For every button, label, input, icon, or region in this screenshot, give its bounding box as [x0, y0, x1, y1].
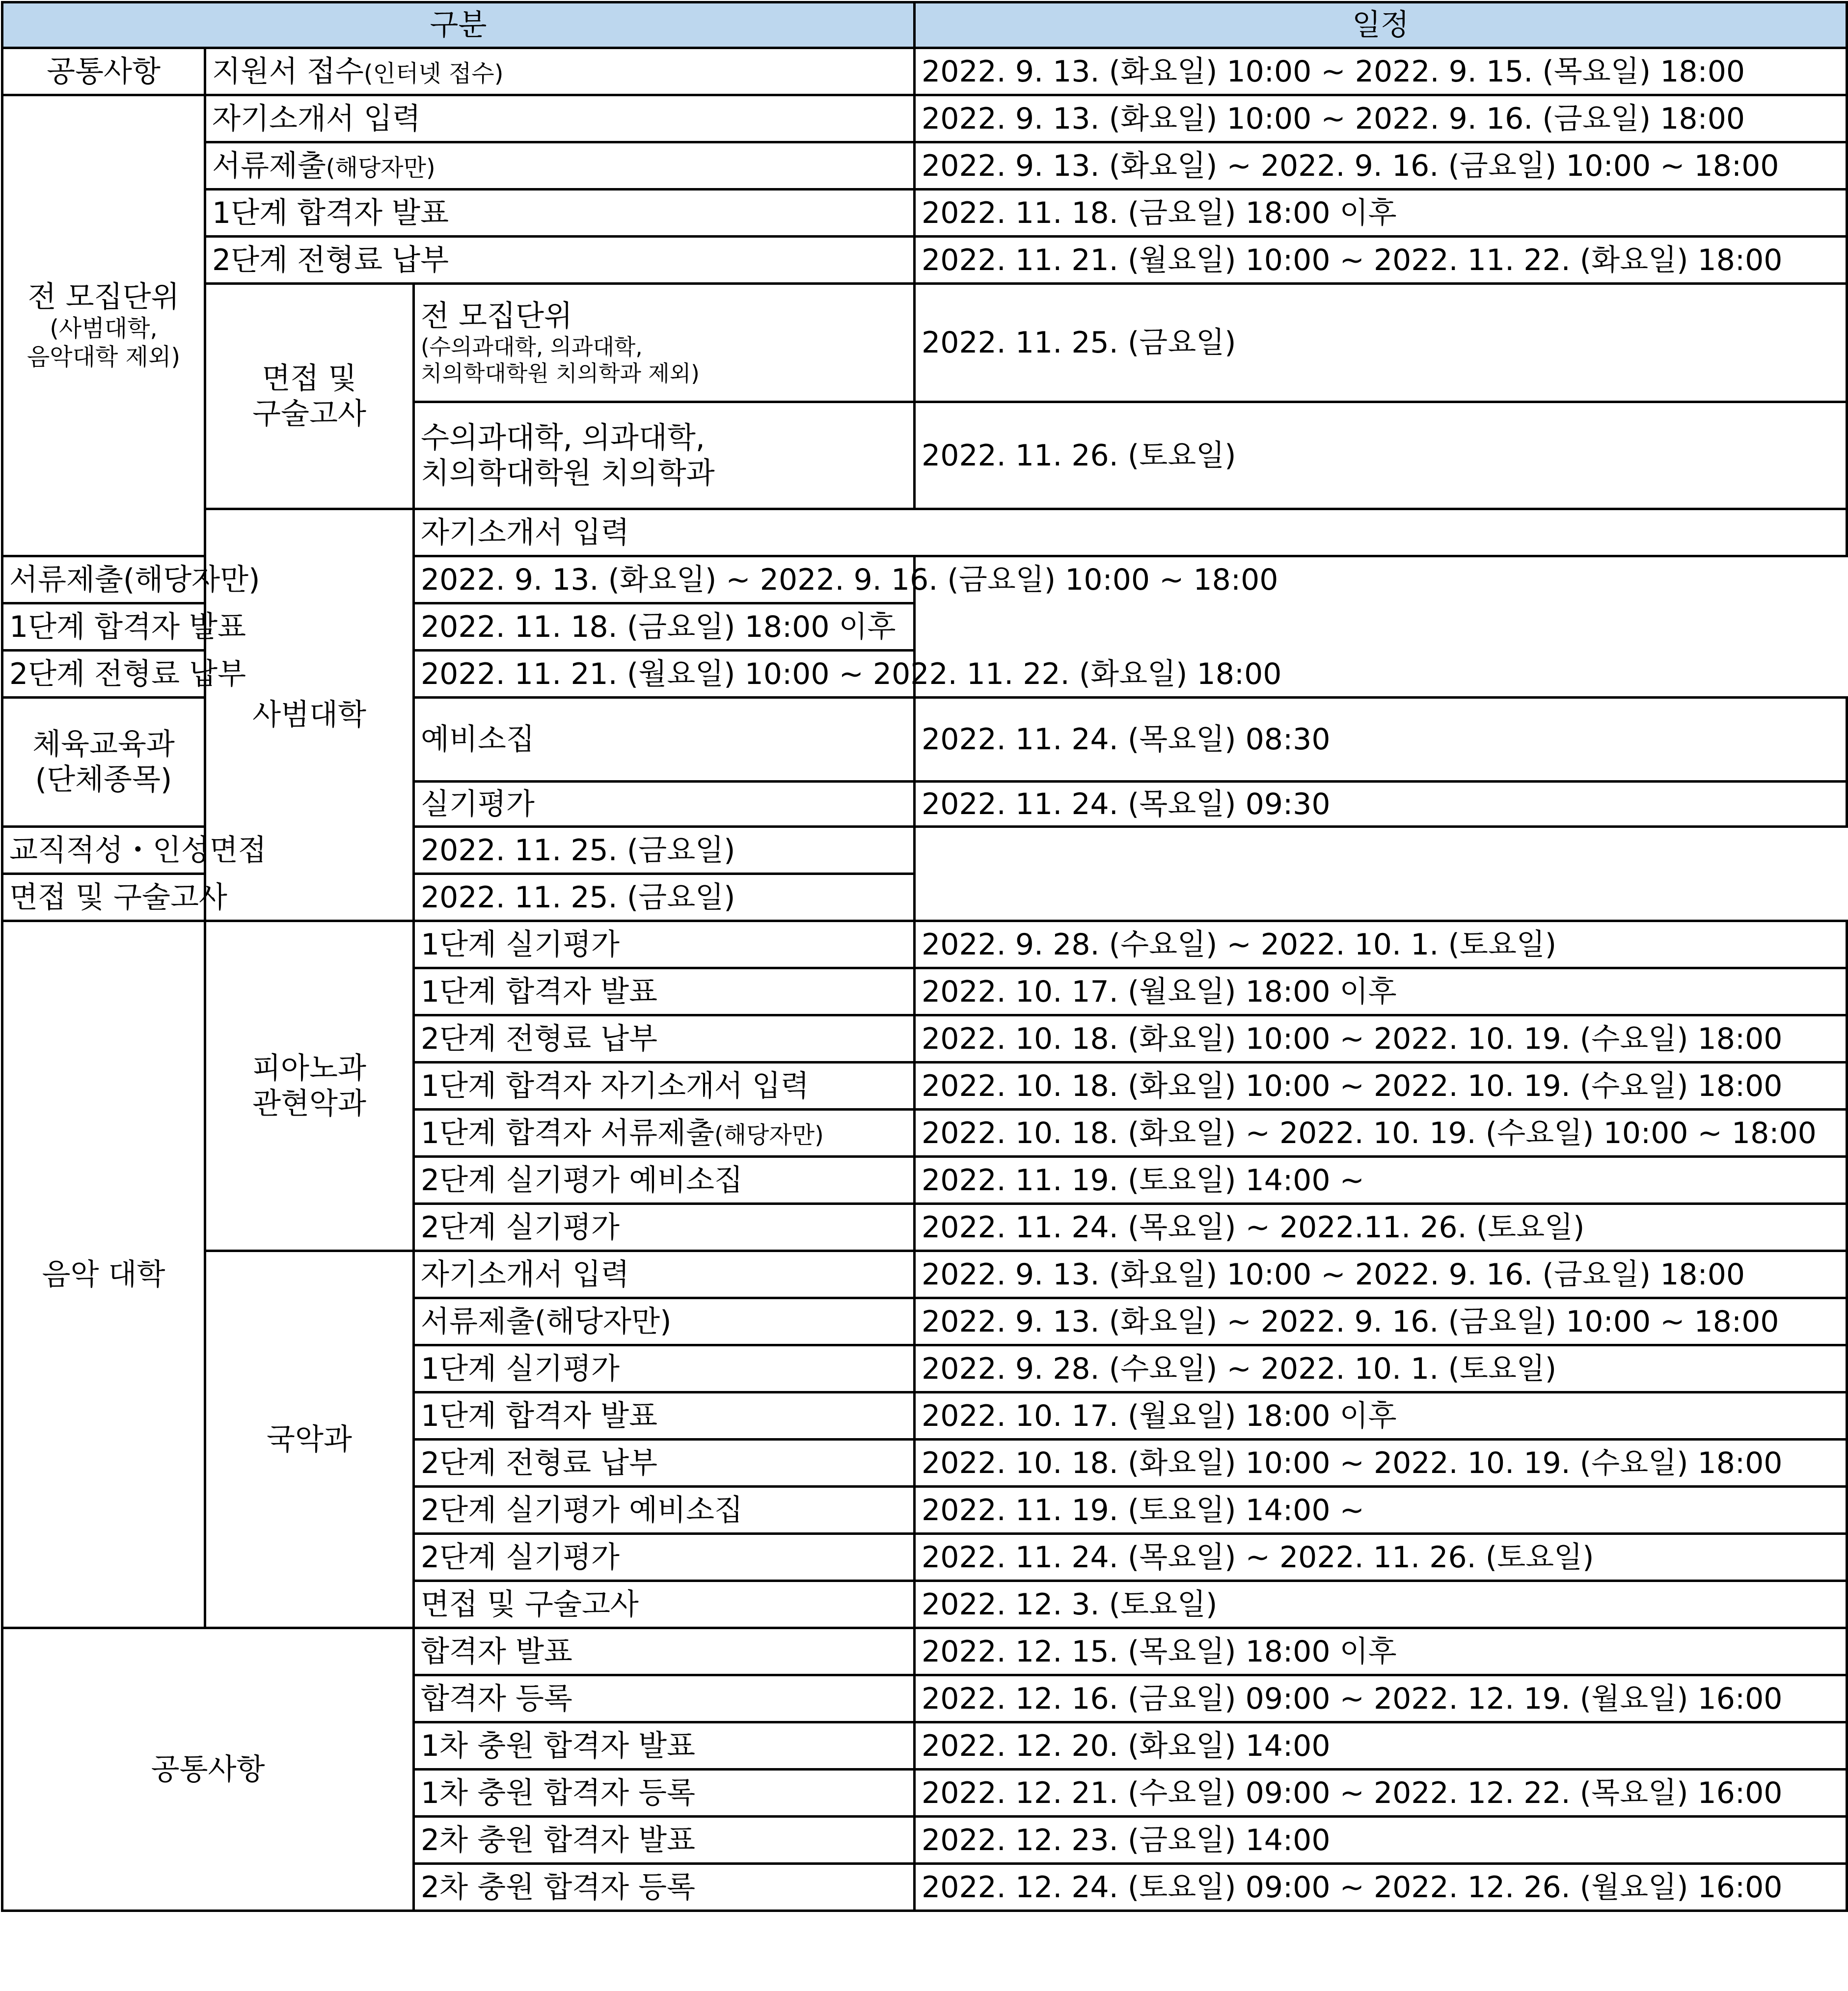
- row-item: 면접 및 구술고사: [2, 874, 414, 921]
- row-date: 2022. 10. 18. (화요일) ~ 2022. 10. 19. (수요일) 10:00 ~ 18:00: [915, 1110, 1847, 1157]
- row-date: 2022. 11. 21. (월요일) 10:00 ~ 2022. 11. 22. (화요일) 18:00: [414, 651, 915, 698]
- row-item: 1단계 합격자 발표: [414, 968, 915, 1015]
- row-item: 1단계 실기평가: [414, 921, 915, 968]
- item-text: 치의학대학원 치의학과: [421, 456, 715, 491]
- subgroup-title: 피아노과: [252, 1051, 366, 1086]
- row-item: 자기소개서 입력: [205, 95, 915, 142]
- row-item: 2차 충원 합격자 발표: [414, 1817, 915, 1864]
- row-item: 2단계 전형료 납부: [414, 1015, 915, 1063]
- row-date: 2022. 10. 17. (월요일) 18:00 이후: [915, 1392, 1847, 1440]
- row-item: 서류제출(해당자만): [414, 1298, 915, 1345]
- row-item: 합격자 발표: [414, 1628, 915, 1675]
- music-label: 음악 대학: [2, 921, 205, 1628]
- item-text: 전 모집단위: [421, 299, 572, 333]
- pe-label: [2, 698, 205, 827]
- row-item: [414, 402, 915, 509]
- row-date: 2022. 9. 13. (화요일) ~ 2022. 9. 16. (금요일) 10:00 ~ 18:00: [915, 142, 1847, 190]
- row-date: 2022. 11. 25. (금요일): [414, 874, 915, 921]
- common-top-label: 공통사항: [2, 48, 205, 95]
- group-note: (사범대학,: [50, 315, 158, 343]
- row-date: 2022. 11. 25. (금요일): [414, 827, 915, 874]
- row-date: 2022. 9. 28. (수요일) ~ 2022. 10. 1. (토요일): [915, 921, 1847, 968]
- table-row: [2, 142, 1847, 190]
- row-item: [205, 48, 915, 95]
- row-date: 2022. 12. 23. (금요일) 14:00: [915, 1817, 1847, 1864]
- item-text: 서류제출: [212, 148, 326, 183]
- row-date: 2022. 11. 19. (토요일) 14:00 ~: [915, 1157, 1847, 1204]
- korean-music-label: 국악과: [205, 1251, 414, 1628]
- row-item: 2단계 전형료 납부: [2, 651, 414, 698]
- row-date: 2022. 10. 18. (화요일) 10:00 ~ 2022. 10. 19. (수요일) 18:00: [915, 1440, 1847, 1487]
- row-item: 자기소개서 입력: [414, 509, 1847, 556]
- item-note: (해당자만): [714, 1121, 824, 1149]
- row-item: 2단계 실기평가 예비소집: [414, 1157, 915, 1204]
- subgroup-title: 면접 및: [262, 361, 357, 396]
- item-text: 수의과대학, 의과대학,: [421, 420, 705, 455]
- row-item: 2단계 전형료 납부: [205, 237, 915, 284]
- all-units-label: [2, 95, 205, 556]
- table-row: [2, 556, 1847, 603]
- row-item: 합격자 등록: [414, 1675, 915, 1722]
- row-date: 2022. 12. 3. (토요일): [915, 1581, 1847, 1628]
- item-text: 1단계 합격자 서류제출: [421, 1116, 714, 1150]
- row-date: 2022. 12. 20. (화요일) 14:00: [915, 1722, 1847, 1770]
- row-date: 2022. 12. 16. (금요일) 09:00 ~ 2022. 12. 19. (월요일) 16:00: [915, 1675, 1847, 1722]
- table-row: [2, 237, 1847, 284]
- row-date: 2022. 11. 26. (토요일): [915, 402, 1847, 509]
- table-row: [2, 190, 1847, 237]
- row-date: 2022. 11. 24. (목요일) ~ 2022.11. 26. (토요일): [915, 1204, 1847, 1251]
- row-date: 2022. 9. 13. (화요일) 10:00 ~ 2022. 9. 15. (목요일) 18:00: [915, 48, 1847, 95]
- group-title: 전 모집단위: [27, 280, 180, 315]
- row-date: 2022. 11. 19. (토요일) 14:00 ~: [915, 1487, 1847, 1534]
- row-date: 2022. 12. 21. (수요일) 09:00 ~ 2022. 12. 22. (목요일) 16:00: [915, 1770, 1847, 1817]
- row-date: 2022. 9. 13. (화요일) ~ 2022. 9. 16. (금요일) 10:00 ~ 18:00: [414, 556, 915, 603]
- row-item: 자기소개서 입력: [414, 1251, 915, 1298]
- row-item: 교직적성・인성면접: [2, 827, 414, 874]
- item-text: 지원서 접수: [212, 54, 364, 89]
- table-row: [2, 284, 1847, 402]
- row-item: 1단계 실기평가: [414, 1345, 915, 1392]
- item-note: 치의학대학원 치의학과 제외): [421, 360, 700, 386]
- row-item: 1단계 합격자 발표: [414, 1392, 915, 1440]
- piano-label: [205, 921, 414, 1251]
- row-item: 1차 충원 합격자 발표: [414, 1722, 915, 1770]
- row-date: 2022. 10. 18. (화요일) 10:00 ~ 2022. 10. 19. (수요일) 18:00: [915, 1015, 1847, 1063]
- table-row: [2, 921, 1847, 968]
- table-row: [2, 874, 1847, 921]
- header-row: [2, 2, 1847, 48]
- row-item: [414, 1110, 915, 1157]
- row-date: 2022. 11. 25. (금요일): [915, 284, 1847, 402]
- row-item: 1단계 합격자 자기소개서 입력: [414, 1063, 915, 1110]
- row-item: 2차 충원 합격자 등록: [414, 1864, 915, 1911]
- interview-label: [205, 284, 414, 509]
- row-item: 2단계 실기평가: [414, 1534, 915, 1581]
- table-row: [2, 1251, 1847, 1298]
- row-date: 2022. 9. 13. (화요일) ~ 2022. 9. 16. (금요일) 10:00 ~ 18:00: [915, 1298, 1847, 1345]
- header-category: 구분: [2, 2, 915, 48]
- row-item: 2단계 실기평가 예비소집: [414, 1487, 915, 1534]
- row-date: 2022. 12. 24. (토요일) 09:00 ~ 2022. 12. 26. (월요일) 16:00: [915, 1864, 1847, 1911]
- table-row: [2, 48, 1847, 95]
- row-date: 2022. 10. 17. (월요일) 18:00 이후: [915, 968, 1847, 1015]
- group-note: 음악대학 제외): [27, 343, 181, 371]
- table-row: [2, 603, 1847, 651]
- row-date: 2022. 11. 21. (월요일) 10:00 ~ 2022. 11. 22. (화요일) 18:00: [915, 237, 1847, 284]
- row-date: 2022. 11. 24. (목요일) ~ 2022. 11. 26. (토요일): [915, 1534, 1847, 1581]
- item-note: (수의과대학, 의과대학,: [421, 334, 643, 360]
- row-item: 서류제출(해당자만): [2, 556, 414, 603]
- subgroup-title: (단체종목): [35, 763, 172, 797]
- row-date: 2022. 9. 13. (화요일) 10:00 ~ 2022. 9. 16. (금요일) 18:00: [915, 95, 1847, 142]
- table-row: [2, 827, 1847, 874]
- row-date: 2022. 12. 15. (목요일) 18:00 이후: [915, 1628, 1847, 1675]
- subgroup-title: 체육교육과: [32, 727, 175, 762]
- row-date: 2022. 9. 28. (수요일) ~ 2022. 10. 1. (토요일): [915, 1345, 1847, 1392]
- row-item: 2단계 전형료 납부: [414, 1440, 915, 1487]
- education-label: 사범대학: [205, 509, 414, 921]
- table-row: [2, 1628, 1847, 1675]
- row-item: 면접 및 구술고사: [414, 1581, 915, 1628]
- row-date: 2022. 11. 24. (목요일) 08:30: [915, 698, 1847, 782]
- subgroup-title: 구술고사: [252, 397, 366, 431]
- row-item: 1단계 합격자 발표: [2, 603, 414, 651]
- header-schedule: 일정: [915, 2, 1847, 48]
- row-item: [414, 284, 915, 402]
- subgroup-title: 관현악과: [252, 1086, 366, 1121]
- item-note: (해당자만): [326, 154, 435, 182]
- row-item: 1차 충원 합격자 등록: [414, 1770, 915, 1817]
- common-bottom-label: 공통사항: [2, 1628, 414, 1911]
- table-row: [2, 651, 1847, 698]
- row-date: 2022. 11. 18. (금요일) 18:00 이후: [414, 603, 915, 651]
- table-row: [2, 95, 1847, 142]
- admission-schedule-table: [1, 1, 1848, 1912]
- row-item: 1단계 합격자 발표: [205, 190, 915, 237]
- row-date: 2022. 9. 13. (화요일) 10:00 ~ 2022. 9. 16. (금요일) 18:00: [915, 1251, 1847, 1298]
- row-date: 2022. 11. 18. (금요일) 18:00 이후: [915, 190, 1847, 237]
- item-note: (인터넷 접수): [363, 59, 504, 87]
- row-item: 2단계 실기평가: [414, 1204, 915, 1251]
- row-item: [205, 142, 915, 190]
- row-date: 2022. 11. 24. (목요일) 09:30: [915, 782, 1847, 827]
- row-item: 예비소집: [414, 698, 915, 782]
- row-date: 2022. 10. 18. (화요일) 10:00 ~ 2022. 10. 19. (수요일) 18:00: [915, 1063, 1847, 1110]
- row-item: 실기평가: [414, 782, 915, 827]
- table-row: [2, 509, 1847, 556]
